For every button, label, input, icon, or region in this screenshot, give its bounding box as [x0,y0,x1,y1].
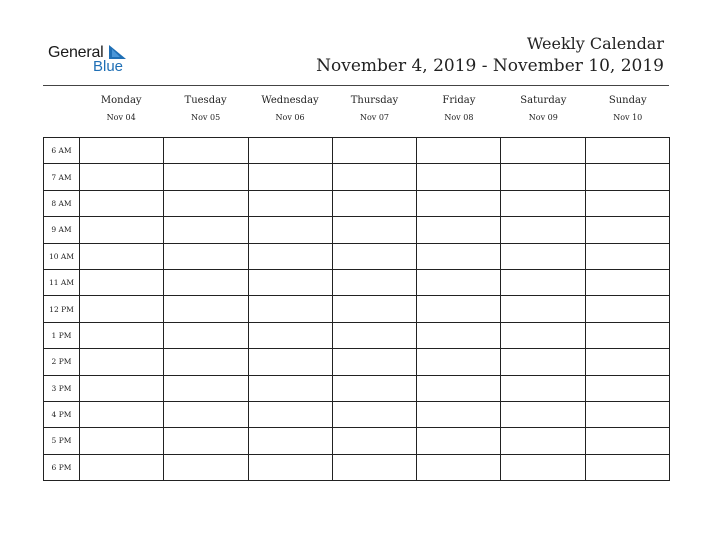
slot-cell-tuesday[interactable] [164,217,248,243]
slot-cell-thursday[interactable] [332,190,416,216]
slot-cell-saturday[interactable] [501,164,585,190]
day-name: Saturday [520,95,567,106]
slot-cell-thursday[interactable] [332,349,416,375]
slot-cell-sunday[interactable] [585,401,669,427]
day-name: Tuesday [184,95,227,106]
slot-cell-friday[interactable] [417,190,501,216]
logo-text-general: General [48,44,104,61]
slot-cell-saturday[interactable] [501,322,585,348]
page-title: Weekly Calendar [526,34,664,53]
slot-cell-wednesday[interactable] [248,164,332,190]
slot-cell-monday[interactable] [80,138,164,164]
slot-cell-friday[interactable] [417,164,501,190]
day-header-thursday [332,94,416,130]
time-slot-row [44,322,670,348]
slot-cell-saturday[interactable] [501,217,585,243]
slot-cell-sunday[interactable] [585,269,669,295]
slot-cell-monday[interactable] [80,243,164,269]
time-slot-row [44,349,670,375]
slot-cell-friday[interactable] [417,296,501,322]
day-header-sunday [586,94,670,130]
slot-cell-wednesday[interactable] [248,375,332,401]
slot-cell-wednesday[interactable] [248,217,332,243]
header-divider [43,85,669,86]
slot-cell-sunday[interactable] [585,296,669,322]
slot-cell-saturday[interactable] [501,269,585,295]
slot-cell-friday[interactable] [417,322,501,348]
day-header-monday [79,94,163,130]
slot-cell-thursday[interactable] [332,454,416,480]
slot-cell-monday[interactable] [80,428,164,454]
slot-cell-sunday[interactable] [585,428,669,454]
slot-cell-wednesday[interactable] [248,243,332,269]
day-date: Nov 09 [528,113,558,122]
day-date: Nov 04 [106,113,136,122]
slot-cell-sunday[interactable] [585,217,669,243]
time-slot-row [44,428,670,454]
slot-cell-thursday[interactable] [332,164,416,190]
slot-cell-tuesday[interactable] [164,138,248,164]
time-slot-row [44,138,670,164]
time-slot-row [44,217,670,243]
slot-cell-tuesday[interactable] [164,454,248,480]
slot-cell-saturday[interactable] [501,296,585,322]
slot-cell-wednesday[interactable] [248,138,332,164]
slot-cell-tuesday[interactable] [164,164,248,190]
slot-cell-saturday[interactable] [501,349,585,375]
slot-cell-monday[interactable] [80,401,164,427]
day-name: Thursday [350,95,399,106]
day-header-row [43,94,670,130]
slot-cell-sunday[interactable] [585,138,669,164]
slot-cell-wednesday[interactable] [248,322,332,348]
time-label: 6 AM [44,138,80,164]
time-label: 4 PM [44,401,80,427]
slot-cell-thursday[interactable] [332,322,416,348]
day-header-saturday [501,94,585,130]
slot-cell-tuesday[interactable] [164,375,248,401]
slot-cell-sunday[interactable] [585,454,669,480]
slot-cell-thursday[interactable] [332,375,416,401]
slot-cell-wednesday[interactable] [248,349,332,375]
slot-cell-sunday[interactable] [585,375,669,401]
logo-text-blue: Blue [93,58,124,75]
slot-cell-saturday[interactable] [501,190,585,216]
time-slot-row [44,454,670,480]
slot-cell-monday[interactable] [80,190,164,216]
day-date: Nov 07 [359,113,389,122]
slot-cell-tuesday[interactable] [164,296,248,322]
slot-cell-saturday[interactable] [501,401,585,427]
slot-cell-tuesday[interactable] [164,269,248,295]
slot-cell-wednesday[interactable] [248,428,332,454]
date-range: November 4, 2019 - November 10, 2019 [316,56,664,76]
slot-cell-sunday[interactable] [585,322,669,348]
slot-cell-friday[interactable] [417,138,501,164]
slot-cell-thursday[interactable] [332,401,416,427]
slot-cell-wednesday[interactable] [248,190,332,216]
day-header-friday [417,94,501,130]
slot-cell-friday[interactable] [417,243,501,269]
slot-cell-thursday[interactable] [332,138,416,164]
slot-cell-tuesday[interactable] [164,349,248,375]
slot-cell-monday[interactable] [80,322,164,348]
slot-cell-monday[interactable] [80,375,164,401]
slot-cell-friday[interactable] [417,269,501,295]
slot-cell-thursday[interactable] [332,217,416,243]
time-label: 2 PM [44,349,80,375]
slot-cell-tuesday[interactable] [164,190,248,216]
slot-cell-friday[interactable] [417,428,501,454]
slot-cell-sunday[interactable] [585,164,669,190]
slot-cell-friday[interactable] [417,217,501,243]
time-slot-row [44,296,670,322]
day-header-wednesday [248,94,332,130]
slot-cell-wednesday[interactable] [248,269,332,295]
slot-cell-monday[interactable] [80,164,164,190]
slot-cell-monday[interactable] [80,454,164,480]
slot-cell-wednesday[interactable] [248,296,332,322]
slot-cell-sunday[interactable] [585,243,669,269]
time-label: 8 AM [44,190,80,216]
time-label: 1 PM [44,322,80,348]
time-column-spacer [43,94,79,130]
slot-cell-sunday[interactable] [585,349,669,375]
time-slot-row [44,164,670,190]
slot-cell-tuesday[interactable] [164,322,248,348]
slot-cell-monday[interactable] [80,217,164,243]
slot-cell-tuesday[interactable] [164,428,248,454]
slot-cell-wednesday[interactable] [248,454,332,480]
slot-cell-thursday[interactable] [332,428,416,454]
slot-cell-friday[interactable] [417,401,501,427]
time-slot-row [44,269,670,295]
time-label: 3 PM [44,375,80,401]
slot-cell-sunday[interactable] [585,190,669,216]
day-name: Friday [442,95,476,106]
slot-cell-monday[interactable] [80,296,164,322]
day-name: Sunday [608,95,647,106]
slot-cell-friday[interactable] [417,375,501,401]
slot-cell-monday[interactable] [80,269,164,295]
time-label: 5 PM [44,428,80,454]
brand-logo [48,44,138,76]
time-label: 7 AM [44,164,80,190]
time-slot-row [44,401,670,427]
time-label: 11 AM [44,269,80,295]
time-slot-row [44,375,670,401]
day-header-tuesday [163,94,247,130]
slot-cell-monday[interactable] [80,349,164,375]
day-date: Nov 08 [444,113,474,122]
time-slot-row [44,190,670,216]
day-date: Nov 10 [613,113,643,122]
slot-cell-wednesday[interactable] [248,401,332,427]
day-name: Monday [100,95,142,106]
schedule-grid-body [44,138,670,481]
slot-cell-friday[interactable] [417,349,501,375]
time-label: 12 PM [44,296,80,322]
time-label: 6 PM [44,454,80,480]
slot-cell-saturday[interactable] [501,428,585,454]
slot-cell-tuesday[interactable] [164,401,248,427]
slot-cell-tuesday[interactable] [164,243,248,269]
slot-cell-saturday[interactable] [501,243,585,269]
slot-cell-saturday[interactable] [501,138,585,164]
time-label: 10 AM [44,243,80,269]
slot-cell-friday[interactable] [417,454,501,480]
time-label: 9 AM [44,217,80,243]
slot-cell-saturday[interactable] [501,454,585,480]
slot-cell-thursday[interactable] [332,243,416,269]
time-slot-row [44,243,670,269]
slot-cell-thursday[interactable] [332,269,416,295]
day-date: Nov 06 [275,113,305,122]
slot-cell-thursday[interactable] [332,296,416,322]
schedule-grid [43,137,670,481]
day-name: Wednesday [261,95,319,106]
slot-cell-saturday[interactable] [501,375,585,401]
day-date: Nov 05 [191,113,221,122]
